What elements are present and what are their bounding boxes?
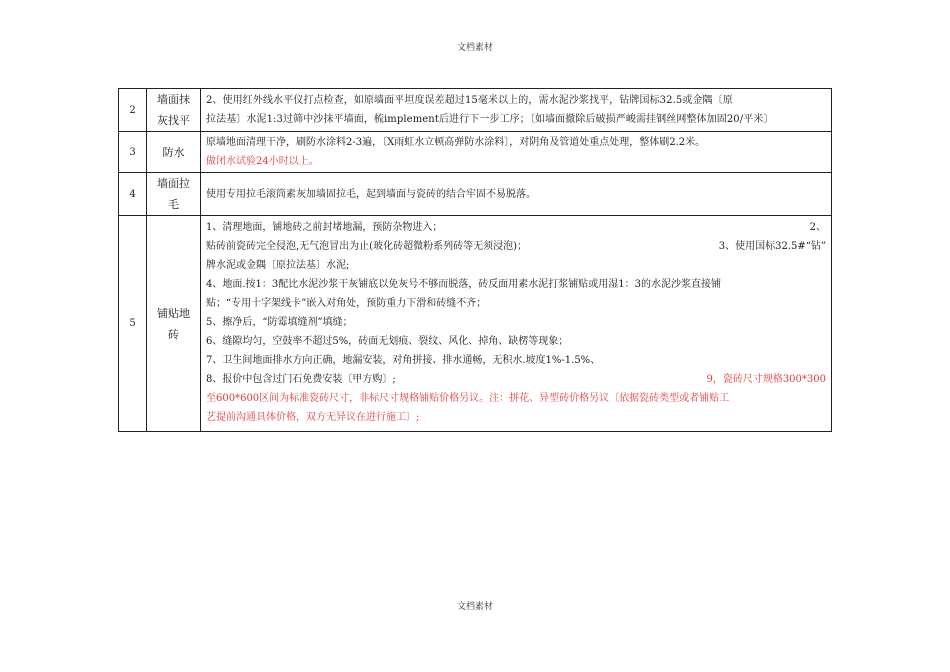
description-line — [206, 237, 826, 256]
description-text: 3、使用国标32.5#“钻” — [718, 241, 826, 252]
description-line: 贴；“专用十字架线卡”嵌入对角处，预防重力下滑和砖缝不齐； — [206, 298, 487, 309]
table-row — [119, 89, 832, 132]
description-text: 贴砖前瓷砖完全侵泡,无气泡冒出为止(玻化砖超微粉系列砖等无须浸泡)； — [206, 241, 527, 252]
description-line: 7、卫生间地面排水方向正确，地漏安装，对角拼接、排水通畅，无积水.坡度1%-1.5%、 — [206, 355, 601, 366]
row-number: 4 — [119, 173, 147, 216]
description-line: 拉法基〕水泥1:3过筛中沙抹平墙面，梳implement后进行下一步工序；〔如墙面撤除后破损严峻需挂钢丝网整体加固20/平米〕 — [206, 114, 774, 125]
item-description — [201, 216, 832, 432]
page-header: 文档素材 — [456, 43, 493, 53]
item-name: 防水 — [147, 132, 201, 173]
description-text-highlight: 9，瓷砖尺寸规格300*300 — [706, 374, 826, 385]
description-line — [206, 218, 826, 237]
row-number: 3 — [119, 132, 147, 173]
description-line: 4、地面.按1：3配比水泥沙浆干灰铺底以免灰号不够而脱落，砖反面用素水泥打浆铺贴或用湿1：3的水泥沙浆直接铺 — [206, 279, 721, 290]
description-text: 8、报价中包含过门石免费安装〔甲方购〕; — [206, 374, 396, 385]
item-name: 铺贴地砖 — [147, 216, 201, 432]
description-line: 6、缝隙均匀，空鼓率不超过5%，砖面无划痕、裂纹、风化、掉角、缺楞等现象； — [206, 336, 569, 347]
description-line-highlight: 做闭水试验24小时以上。 — [206, 156, 319, 167]
description-line-highlight: 艺提前沟通具体价格，双方无异议在进行施工〕; — [206, 412, 420, 423]
description-line — [206, 370, 826, 389]
table-row — [119, 216, 832, 432]
description-line-highlight: 至600*600区间为标准瓷砖尺寸，非标尺寸规格铺贴价格另议。注：拼花、异型砖价格另议〔依据瓷砖类型或者铺贴工 — [206, 393, 730, 404]
item-description — [201, 89, 832, 132]
description-text: 2、 — [809, 222, 826, 233]
item-name: 墙面抹灰找平 — [147, 89, 201, 132]
row-number: 5 — [119, 216, 147, 432]
item-description — [201, 132, 832, 173]
table-row — [119, 132, 832, 173]
description-line: 使用专用拉毛滚筒素灰加墙固拉毛，起到墙面与瓷砖的结合牢固不易脱落。 — [206, 188, 536, 200]
item-description — [201, 173, 832, 216]
description-line: 原墙地面清理干净，刷防水涂料2-3遍，〔X雨虹水立顿高弹防水涂料〕，对阴角及管道处重点处理，整体刷2.2米。 — [206, 137, 706, 148]
table-row — [119, 173, 832, 216]
row-number: 2 — [119, 89, 147, 132]
description-text: 1、清理地面，铺地砖之前封堵地漏，预防杂物进入； — [206, 222, 443, 233]
description-line: 2、使用红外线水平仪打点检查，如原墙面平坦度误差超过15毫米以上的，需水泥沙浆找平，钻牌国标32.5或金隅〔原 — [206, 95, 733, 106]
description-line: 牌水泥或金隅〔原拉法基〕水泥; — [206, 260, 350, 271]
item-name: 墙面拉毛 — [147, 173, 201, 216]
construction-spec-table — [118, 88, 832, 432]
page-footer: 文档素材 — [456, 602, 493, 612]
description-line: 5、擦净后，“防霉填缝剂”填缝； — [206, 317, 353, 328]
